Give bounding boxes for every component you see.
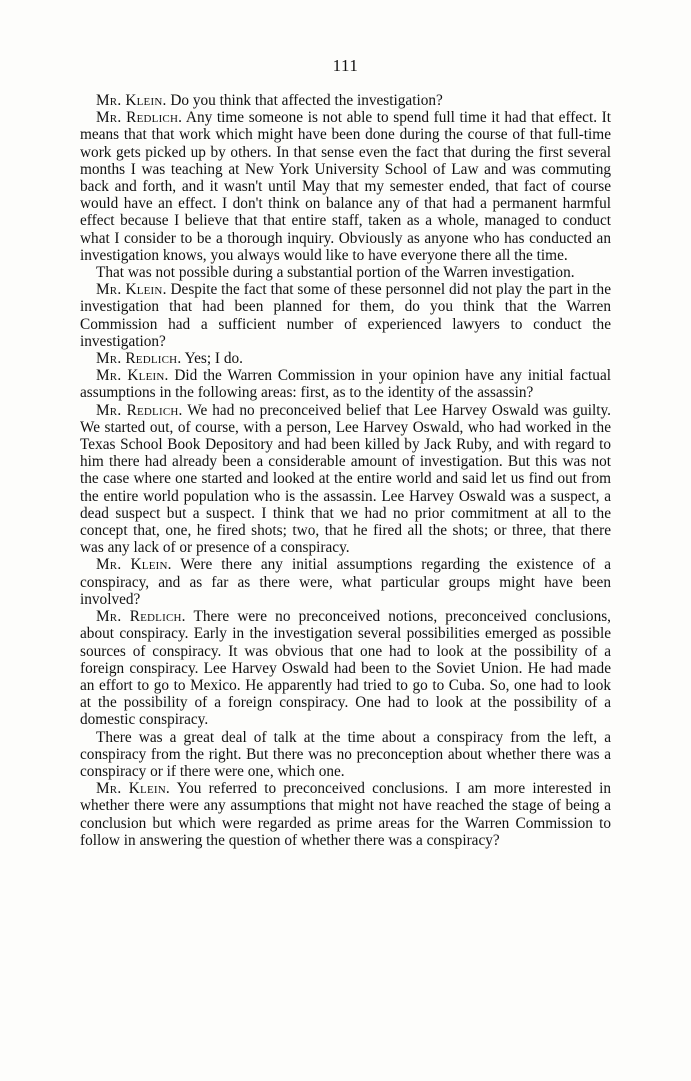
paragraph-text: That was not possible during a substantial portion of the Warren investigation. xyxy=(96,264,575,282)
paragraph xyxy=(80,608,611,728)
paragraph-text: Despite the fact that some of these personnel did not play the part in the investigation that had been planned for them, do you think that the Warren Commission had a sufficient number of experienced lawyers to conduct the investigation? xyxy=(80,281,611,350)
paragraph xyxy=(80,402,611,557)
speaker-name: Mr. Klein. xyxy=(96,556,172,574)
paragraph xyxy=(80,92,611,109)
paragraph-text: Did the Warren Commission in your opinion have any initial factual assumptions in the following areas: first, as to the identity of the assassin? xyxy=(80,367,611,402)
paragraph-text: Any time someone is not able to spend full time it had that effect. It means that that work which might have been done during the course of that full-time work gets picked up by others. In that sense even the fact that during the first several months I was teaching at New York University School of Law and was commuting back and forth, and it wasn't until May that my semester ended, that fact of course would have an effect. I don't think on balance any of that had a permanent harmful effect because I believe that that entire staff, taken as a whole, managed to conduct what I consider to be a thorough inquiry. Obviously as anyone who has conducted an investigation knows, you always would like to have everyone there all the time. xyxy=(80,109,611,264)
paragraph-text: Were there any initial assumptions regarding the existence of a conspiracy, and as far as there were, what particular groups might have been involved? xyxy=(80,556,611,608)
page-number: 111 xyxy=(332,56,359,75)
speaker-name: Mr. Klein. xyxy=(96,367,169,385)
paragraph xyxy=(80,729,611,781)
paragraph xyxy=(80,350,611,367)
speaker-name: Mr. Klein. xyxy=(96,281,167,299)
paragraph xyxy=(80,109,611,264)
paragraph xyxy=(80,281,611,350)
speaker-name: Mr. Redlich. xyxy=(96,608,186,626)
speaker-name: Mr. Redlich. xyxy=(96,350,182,368)
paragraph-text: There were no preconceived notions, preconceived conclusions, about conspiracy. Early in the investigation several possibilities emerged as possible sources of conspiracy. It was obvious that one had to look at the possibility of a foreign conspiracy. Lee Harvey Oswald had been to the Soviet Union. He had made an effort to go to Mexico. He apparently had tried to go to Cuba. So, one had to look at the possibility of a foreign conspiracy. One had to look at the possibility of a domestic conspiracy. xyxy=(80,608,611,729)
paragraph-text: Yes; I do. xyxy=(181,350,243,368)
paragraph-text: Do you think that affected the investigation? xyxy=(166,92,443,109)
paragraph-text: We had no preconceived belief that Lee Harvey Oswald was guilty. We started out, of course, with a person, Lee Harvey Oswald, who had worked in the Texas School Book Depository and had been killed by Jack Ruby, and with regard to him there had already been a considerable amount of investigation. But this was not the case where one started and looked at the entire world and said let us find out from the entire world population who is the assassin. Lee Harvey Oswald was a suspect, a dead suspect but a suspect. I think that we had no prior commitment at all to the concept that, one, he fired shots; two, that he fired all the shots; or three, that there was any lack of or presence of a conspiracy. xyxy=(80,401,611,557)
speaker-name: Mr. Redlich. xyxy=(96,401,183,419)
paragraph-text: You referred to preconceived conclusions. I am more interested in whether there were any assumptions that might not have reached the stage of being a conclusion but which were regarded as prime areas for the Warren Commission to follow in answering the question of whether there was a conspiracy? xyxy=(80,780,611,849)
speaker-name: Mr. Klein. xyxy=(96,92,167,109)
speaker-name: Mr. Klein. xyxy=(96,780,170,798)
transcript-body xyxy=(80,92,611,849)
paragraph xyxy=(80,264,611,281)
paragraph-text: There was a great deal of talk at the time about a conspiracy from the left, a conspiracy from the right. But there was no preconception about whether there was a conspiracy or if there were one, which one. xyxy=(80,728,611,780)
paragraph xyxy=(80,780,611,849)
speaker-name: Mr. Redlich. xyxy=(96,109,183,127)
paragraph xyxy=(80,367,611,401)
paragraph xyxy=(80,556,611,608)
